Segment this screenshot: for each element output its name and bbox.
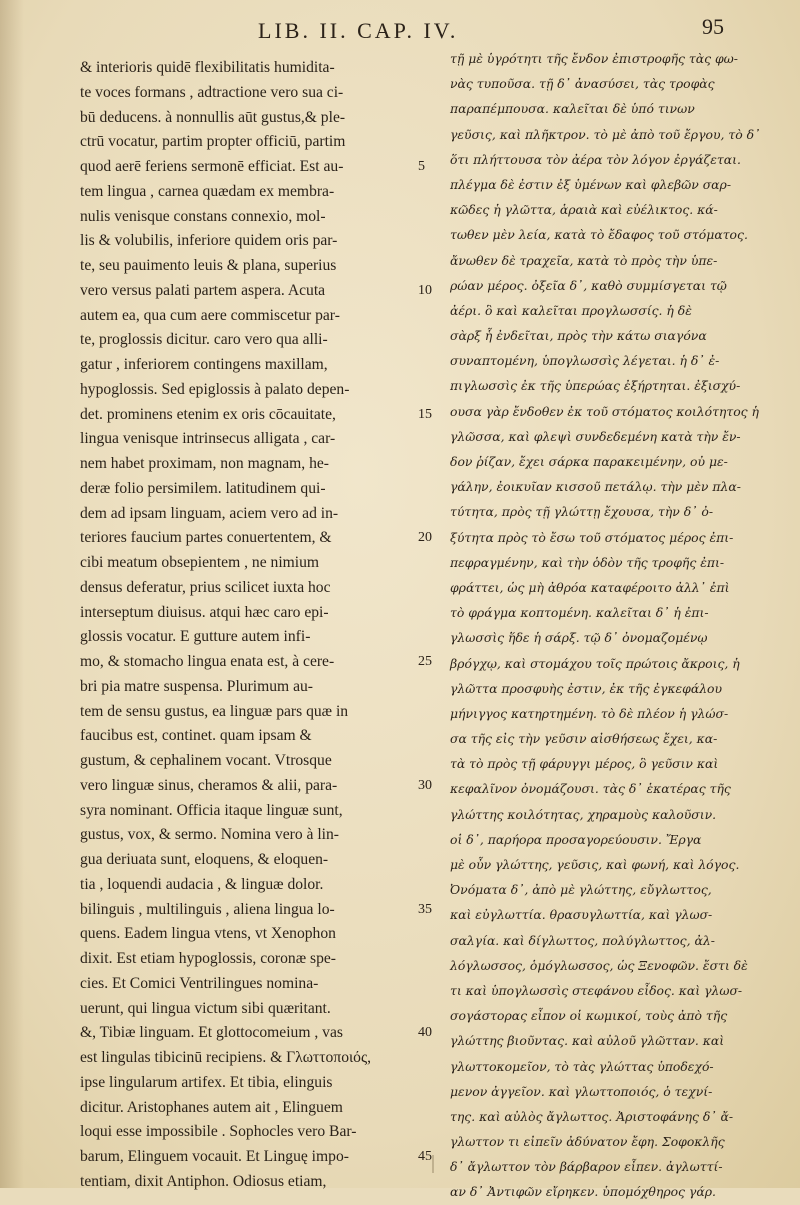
latin-text-column bbox=[80, 56, 418, 1195]
greek-text-line: μήνιγγος κατηρτημένη. τὸ δὲ πλέον ἡ γλώσ- bbox=[450, 705, 729, 721]
greek-text-line: δ᾽ ἄγλωττον τὸν βάρβαρον εἶπεν. ἀγλωττί- bbox=[450, 1159, 723, 1175]
greek-text-line: σα τῆς εἰς τὴν γεῦσιν αἰσθήσεως ἔχει, κα- bbox=[450, 731, 718, 747]
latin-text-line: lingua venisque intrinsecus alligata , car- bbox=[80, 430, 336, 448]
latin-text-line: tia , loquendi audacia , & linguæ dolor. bbox=[80, 875, 324, 893]
latin-text-line: te voces formans , adtractione vero sua ci- bbox=[80, 83, 344, 101]
greek-text-line: γεῦσις, καὶ πλῆκτρον. τὸ μὲ ἀπὸ τοῦ ἔργου, τὸ δ᾽ bbox=[450, 126, 761, 142]
line-number-marker: 5 bbox=[418, 159, 425, 174]
latin-text-line: dicitur. Aristophanes autem ait , Elinguem bbox=[80, 1098, 343, 1116]
greek-text-line: μενον ἀγγεῖον. καὶ γλωττοποιός, ὁ τεχνί- bbox=[450, 1083, 713, 1099]
greek-text-line: συναπτομένη, ὑπογλωσσὶς λέγεται. ἡ δ᾽ ἐ- bbox=[450, 353, 720, 369]
latin-text-line: vero linguæ sinus, cheramos & alii, para- bbox=[80, 776, 338, 794]
latin-text-line: gustus, vox, & sermo. Nomina vero à lin- bbox=[80, 826, 339, 844]
latin-text-line: tentiam, dixit Antiphon. Odiosus etiam, bbox=[80, 1172, 327, 1190]
greek-text-line: δον ῥίζαν, ἔχει σάρκα παρακειμένην, οὐ με- bbox=[450, 454, 728, 469]
line-number-marker: 25 bbox=[418, 654, 432, 669]
latin-text-line: quens. Eadem lingua vtens, vt Xenophon bbox=[80, 925, 336, 943]
page-fold-shadow bbox=[0, 0, 24, 1188]
latin-text-line: nulis venisque constans connexio, mol- bbox=[80, 207, 326, 225]
latin-text-line: faucibus est, continet. quam ipsam & bbox=[80, 727, 312, 745]
greek-text-line: νὰς τυποῦσα. τῇ δ᾽ ἀνασύσει, τὰς τροφὰς bbox=[450, 76, 715, 92]
latin-text-line: ipse lingularum artifex. Et tibia, elinguis bbox=[80, 1073, 333, 1091]
greek-text-line: κεφαλῖνον ὀνομάζουσι. τὰς δ᾽ ἑκατέρας τῆς bbox=[450, 781, 731, 797]
greek-text-line: γλώττης βιοῦντας. καὶ αὐλοῦ γλῶτταν. καὶ bbox=[450, 1033, 725, 1049]
greek-text-line: γλωσσὶς ἥδε ἡ σάρξ. τῷ δ᾽ ὀνομαζομένῳ bbox=[450, 630, 708, 646]
latin-text-line: ctrū vocatur, partim propter officiū, partim bbox=[80, 133, 346, 151]
running-head bbox=[0, 10, 800, 50]
latin-text-line: mo, & stomacho lingua enata est, à cere- bbox=[80, 653, 335, 670]
latin-text-line: quod aerē feriens sermonē efficiat. Est au- bbox=[80, 158, 344, 175]
latin-text-line: interseptum diuisus. atqui hæc caro epi- bbox=[80, 603, 329, 621]
printer-mark bbox=[432, 1155, 434, 1173]
latin-text-line: hypoglossis. Sed epiglossis à palato depen- bbox=[80, 380, 350, 398]
greek-text-line: σὰρξ ἧ ἐνδεῖται, πρὸς τὴν κάτω σιαγόνα bbox=[450, 328, 707, 344]
greek-text-line: τι καὶ ὑπογλωσσὶς στεφάνου εἶδος. καὶ γλωσ- bbox=[450, 982, 743, 998]
line-number-marker: 10 bbox=[418, 282, 432, 298]
greek-text-line: τύτητα, πρὸς τῇ γλώττῃ ἔχουσα, τὴν δ᾽ ὀ- bbox=[450, 504, 714, 520]
greek-text-line: ὅτι πλήττουσα τὸν ἀέρα τὸν λόγον ἐργάζεται. bbox=[450, 151, 741, 167]
latin-text-line: bū deducens. à nonnullis aūt gustus,& ple- bbox=[80, 108, 346, 126]
line-number-marker: 30 bbox=[418, 777, 432, 793]
line-number-marker: 20 bbox=[418, 530, 432, 546]
latin-text-line: bri pia matre suspensa. Plurimum au- bbox=[80, 677, 313, 695]
greek-text-line: γλώττης κοιλότητας, χηραμοὺς καλοῦσιν. bbox=[450, 806, 717, 822]
latin-text-line: lis & volubilis, inferiore quidem oris par- bbox=[80, 232, 338, 250]
latin-text-line: est lingulas tibicinū recipiens. & Γλωττοποιός, bbox=[80, 1049, 372, 1066]
greek-text-line: τὸ φράγμα κοπτομένη. καλεῖται δ᾽ ἡ ἐπι- bbox=[450, 605, 709, 621]
greek-text-line: ρώαν μέρος. ὀξεῖα δ᾽, καθὸ συμμίσγεται τῷ bbox=[450, 277, 727, 293]
latin-text-line: glossis vocatur. E gutture autem infi- bbox=[80, 628, 311, 646]
latin-text-line: tem de sensu gustus, ea linguæ pars quæ in bbox=[80, 702, 349, 720]
greek-text-line: σαλγία. καὶ δίγλωττος, πολύγλωττος, ἀλ- bbox=[450, 932, 715, 948]
latin-text-line: teriores faucium partes conuertentem, & bbox=[80, 529, 332, 547]
greek-text-line: τὰ τὸ πρὸς τῇ φάρυγγι μέρος, ὃ γεῦσιν καὶ bbox=[450, 756, 719, 772]
latin-text-line: te, proglossis dicitur. caro vero qua alli- bbox=[80, 331, 328, 349]
greek-text-line: ἄνωθεν δὲ τραχεῖα, κατὰ τὸ πρὸς τὴν ὑπε- bbox=[450, 252, 718, 268]
greek-text-line: φράττει, ὡς μὴ ἀθρόα καταφέροιτο ἀλλ᾽ ἐπὶ bbox=[450, 579, 730, 595]
running-title: LIB. II. CAP. IV. bbox=[258, 18, 459, 43]
latin-text-line: dem ad ipsam linguam, aciem vero ad in- bbox=[80, 504, 339, 522]
latin-text-line: bilinguis , multilinguis , aliena lingua lo- bbox=[80, 900, 335, 918]
greek-text-line: ξύτητα πρὸς τὸ ἔσω τοῦ στόματος μέρος ἐπι- bbox=[450, 529, 734, 545]
greek-text-line: γλωττοκομεῖον, τὸ τὰς γλώττας ὑποδεχό- bbox=[450, 1058, 714, 1074]
greek-text-line: γλωττον τι εἰπεῖν ἀδύνατον ἔφη. Σοφοκλῆς bbox=[450, 1134, 725, 1150]
page-number: 95 bbox=[702, 14, 724, 39]
latin-text-line: syra nominant. Officia itaque linguæ sunt, bbox=[80, 801, 343, 819]
latin-text-line: cibi meatum obsepientem , ne nimium bbox=[80, 554, 320, 571]
greek-text-line: μὲ οὖν γλώττης, γεῦσις, καὶ φωνή, καὶ λόγος. bbox=[450, 857, 740, 872]
greek-text-column bbox=[450, 46, 761, 1205]
greek-text-line: καὶ εὐγλωττία. θρασυγλωττία, καὶ γλωσ- bbox=[450, 907, 713, 923]
latin-text-line: cies. Et Comici Ventrilingues nomina- bbox=[80, 974, 319, 992]
greek-text-line: πεφραγμένην, καὶ τὴν ὁδὸν τῆς τροφῆς ἐπι- bbox=[450, 554, 725, 570]
greek-text-line: παραπέμπουσα. καλεῖται δὲ ὑπό τινων bbox=[450, 101, 695, 117]
greek-text-line: αν δ᾽ Ἀντιφῶν εἴρηκεν. ὑπομόχθηρος γάρ. bbox=[450, 1184, 716, 1200]
latin-text-line: densus deferatur, prius scilicet iuxta hoc bbox=[80, 578, 331, 596]
greek-text-line: Ὀνόματα δ᾽, ἀπὸ μὲ γλώττης, εὔγλωττος, bbox=[450, 882, 712, 898]
latin-text-line: loqui esse impossibile . Sophocles vero Bar- bbox=[80, 1123, 357, 1141]
greek-text-line: γλῶττα προσφυὴς ἐστιν, ἐκ τῆς ἐγκεφάλου bbox=[450, 680, 723, 696]
greek-text-line: κῶδες ἡ γλῶττα, ἁραιὰ καὶ εὐέλικτος. κά- bbox=[450, 202, 718, 218]
latin-text-line: barum, Elinguem vocauit. Et Linguę impo- bbox=[80, 1148, 349, 1165]
line-number-marker: 40 bbox=[418, 1025, 432, 1041]
line-number-marker: 35 bbox=[418, 901, 432, 917]
latin-text-line: &, Tibiæ linguam. Et glottocomeium , vas bbox=[80, 1024, 343, 1042]
latin-text-line: te, seu pauimento leuis & plana, superius bbox=[80, 257, 337, 274]
greek-text-line: πιγλωσσὶς ἐκ τῆς ὑπερώας ἐξήρτηται. ἐξισχύ- bbox=[450, 378, 741, 394]
greek-text-line: λόγλωσσος, ὁμόγλωσσος, ὡς Ξενοφῶν. ἔστι δὲ bbox=[450, 957, 748, 973]
line-number-gutter bbox=[418, 56, 448, 1195]
greek-text-line: της. καὶ αὐλὸς ἄγλωττος. Ἀριστοφάνης δ᾽ ἄ- bbox=[450, 1108, 734, 1124]
greek-text-line: σογάστορας εἶπον οἱ κωμικοί, τοὺς ἀπὸ τῆς bbox=[450, 1008, 728, 1024]
greek-text-line: πλέγμα δὲ ἐστιν ἐξ ὑμένων καὶ φλεβῶν σαρ- bbox=[450, 176, 732, 192]
greek-text-line: γλῶσσα, καὶ φλεψὶ συνδεδεμένη κατὰ τὴν ἔν- bbox=[450, 428, 741, 444]
greek-text-line: οἱ δ᾽, παρήορα προσαγορεύουσιν. Ἔργα bbox=[450, 831, 702, 847]
latin-text-line: gatur , inferiorem contingens maxillam, bbox=[80, 356, 328, 373]
latin-text-line: gustum, & cephalinem vocant. Vtrosque bbox=[80, 752, 332, 769]
line-number-marker: 45 bbox=[418, 1149, 432, 1164]
latin-text-line: det. prominens etenim ex oris cōcauitate, bbox=[80, 405, 336, 423]
greek-text-line: ουσα γὰρ ἔνδοθεν ἐκ τοῦ στόματος κοιλότητος ἡ bbox=[450, 403, 759, 419]
greek-text-line: γάλην, ἐοικυῖαν κισσοῦ πετάλῳ. τὴν μὲν πλα- bbox=[450, 479, 741, 495]
latin-text-line: tem lingua , carnea quædam ex membra- bbox=[80, 182, 335, 200]
latin-text-line: autem ea, qua cum aere commiscetur par- bbox=[80, 306, 340, 324]
greek-text-line: τωθεν μὲν λεία, κατὰ τὸ ἔδαφος τοῦ στόματος. bbox=[450, 227, 748, 243]
latin-text-line: dixit. Est etiam hypoglossis, coronæ spe- bbox=[80, 950, 336, 967]
greek-text-line: ἀέρι. ὃ καὶ καλεῖται προγλωσσίς. ἡ δὲ bbox=[450, 302, 692, 318]
latin-text-line: & interioris quidē flexibilitatis humidita- bbox=[80, 59, 335, 76]
latin-text-line: gua deriuata sunt, eloquens, & eloquen- bbox=[80, 851, 329, 868]
latin-text-line: nem habet proximam, non magnam, he- bbox=[80, 455, 329, 472]
latin-text-line: vero versus palati partem aspera. Acuta bbox=[80, 281, 326, 299]
line-number-marker: 15 bbox=[418, 406, 432, 422]
greek-text-line: βρόγχῳ, καὶ στομάχου τοῖς πρώτοις ἄκροις, ἡ bbox=[450, 655, 740, 671]
greek-text-line: τῇ μὲ ὑγρότητι τῆς ἔνδον ἐπιστροφῆς τὰς φω- bbox=[450, 51, 738, 66]
latin-text-line: deræ folio persimilem. latitudinem qui- bbox=[80, 479, 326, 497]
latin-text-line: uerunt, qui lingua victum sibi quæritant. bbox=[80, 999, 331, 1017]
